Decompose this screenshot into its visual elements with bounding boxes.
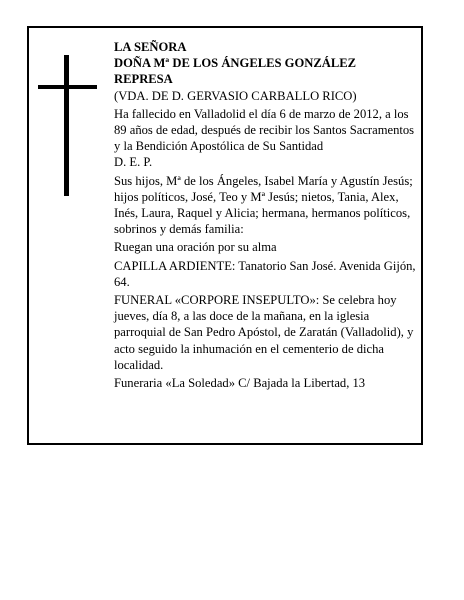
- rip-line: D. E. P.: [114, 155, 153, 170]
- notice-title: LA SEÑORA: [114, 40, 187, 54]
- widow-of-line: (VDA. DE D. GERVASIO CARBALLO RICO): [114, 88, 357, 103]
- latin-cross-icon: [64, 55, 69, 196]
- family-paragraph: Sus hijos, Mª de los Ángeles, Isabel María y Agustín Jesús; hijos políticos, José, Teo y Mª Jesús; nietos, Tania, Alex, Inés, Laura, Raquel y Alicia; hermana, hermanos políticos, sobrinos y demás familia:: [114, 173, 413, 237]
- deceased-name-line-2: REPRESA: [114, 72, 173, 87]
- prayer-line: Ruegan una oración por su alma: [114, 240, 277, 255]
- chapel-paragraph: CAPILLA ARDIENTE: Tanatorio San José. Avenida Gijón, 64.: [114, 258, 416, 289]
- deceased-name-line-1: DOÑA Mª DE LOS ÁNGELES GONZÁLEZ: [114, 56, 357, 71]
- funeral-paragraph: FUNERAL «CORPORE INSEPULTO»: Se celebra hoy jueves, día 8, a las doce de la mañana, en la iglesia parroquial de San Pedro Apóstol, de Zaratán (Valladolid), y acto seguido la inhumación en el cementerio de dicha localidad.: [114, 293, 414, 372]
- obituary-text-block: [114, 39, 420, 393]
- latin-cross-icon-crossbar: [38, 85, 97, 89]
- funeral-home-line: Funeraria «La Soledad» C/ Bajada la Libertad, 13: [114, 376, 366, 391]
- passed-away-paragraph: Ha fallecido en Valladolid el día 6 de marzo de 2012, a los 89 años de edad, después de recibir los Santos Sacramentos y la Bendición Apostólica de Su Santidad: [114, 106, 415, 154]
